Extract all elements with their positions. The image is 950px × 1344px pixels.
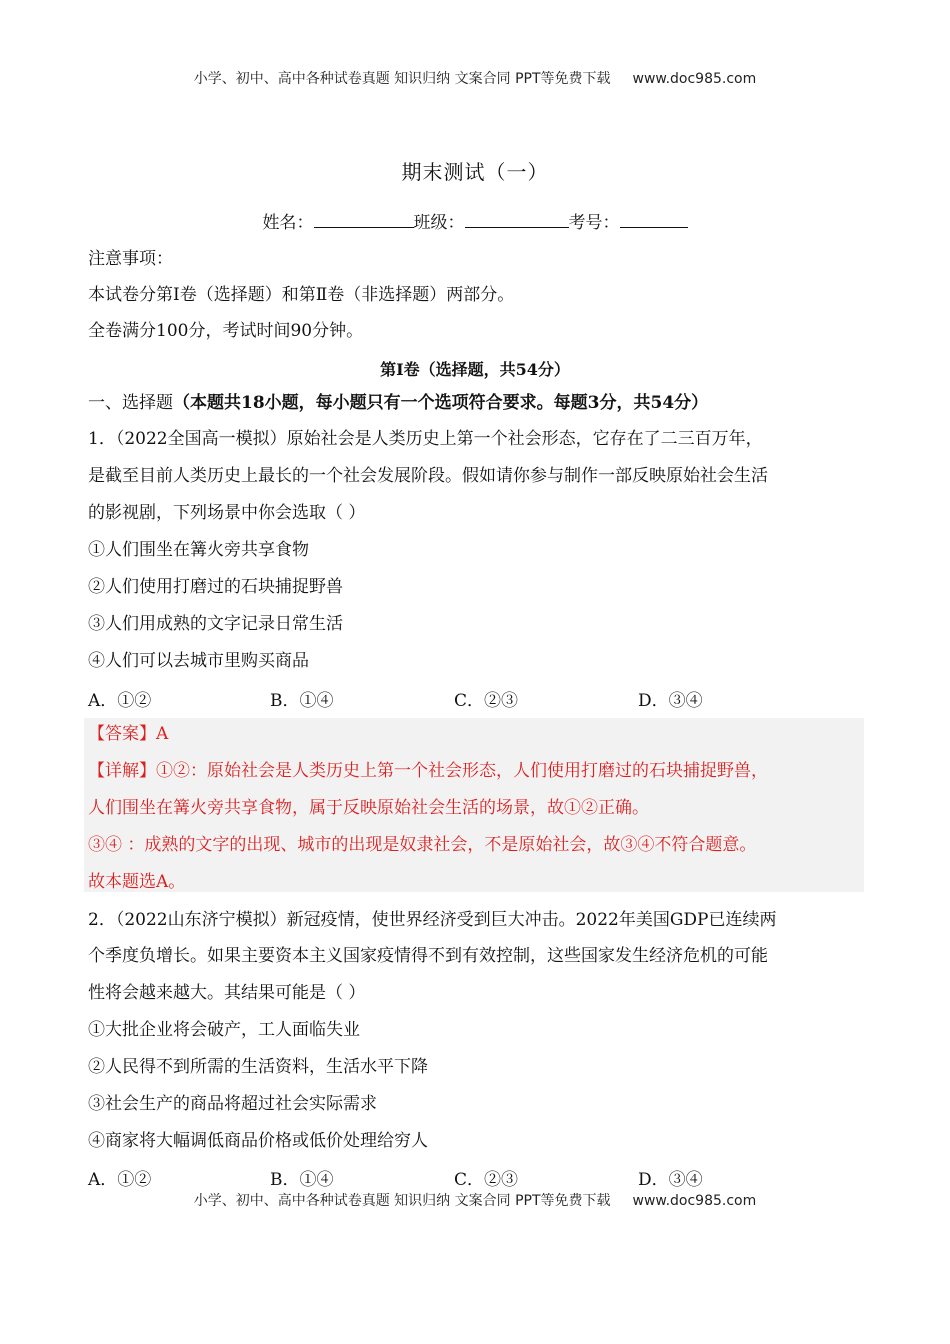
question-2-options	[88, 1165, 808, 1190]
section-title: 第Ⅰ卷（选择题，共54分）	[380, 360, 570, 379]
detail-line-3: ③④ ：成熟的文字的出现、城市的出现是奴隶社会，不是原始社会，故③④不符合题意。	[88, 835, 757, 855]
option-d[interactable]: D．③④	[638, 1170, 703, 1190]
identity-line	[0, 208, 950, 233]
option-b[interactable]: B．①④	[270, 691, 334, 711]
option-a[interactable]: A．①②	[88, 691, 152, 711]
detail-line-4: 故本题选A。	[88, 872, 186, 892]
question-2-item-1: ①大批企业将会破产，工人面临失业	[88, 1020, 360, 1040]
footer-banner-url[interactable]: www.doc985.com	[632, 1193, 757, 1209]
detail-line-1: 【详解】①②：原始社会是人类历史上第一个社会形态，人们使用打磨过的石块捕捉野兽，	[88, 761, 768, 781]
footer-banner-text: 小学、初中、高中各种试卷真题 知识归纳 文案合同 PPT等免费下载	[193, 1193, 611, 1209]
option-c[interactable]: C．②③	[454, 1170, 519, 1190]
question-1-item-1: ①人们围坐在篝火旁共享食物	[88, 540, 309, 560]
notice-line-1: 本试卷分第Ⅰ卷（选择题）和第Ⅱ卷（非选择题）两部分。	[88, 285, 515, 305]
question-2-item-3: ③社会生产的商品将超过社会实际需求	[88, 1094, 377, 1114]
answer-line: 【答案】A	[88, 724, 169, 744]
header-banner-text: 小学、初中、高中各种试卷真题 知识归纳 文案合同 PPT等免费下载	[193, 71, 611, 87]
footer-banner	[0, 1190, 950, 1210]
part-label: 一、选择题	[88, 393, 173, 413]
header-banner-url[interactable]: www.doc985.com	[632, 71, 757, 87]
question-1-item-2: ②人们使用打磨过的石块捕捉野兽	[88, 577, 343, 597]
number-label: 考号：	[568, 213, 620, 233]
question-1-item-4: ④人们可以去城市里购买商品	[88, 651, 309, 671]
page-title: 期末测试（一）	[401, 160, 549, 184]
question-2-line-3: 性将会越来越大。其结果可能是（ ）	[88, 983, 366, 1003]
question-1-line-1: 1．（2022全国高一模拟）原始社会是人类历史上第一个社会形态，它存在了二三百万年，	[88, 429, 763, 449]
question-2-item-2: ②人民得不到所需的生活资料，生活水平下降	[88, 1057, 428, 1077]
part-heading	[88, 392, 708, 414]
notice-heading: 注意事项：	[88, 249, 173, 269]
option-c[interactable]: C．②③	[454, 691, 519, 711]
name-blank[interactable]	[314, 211, 414, 228]
option-b[interactable]: B．①④	[270, 1170, 334, 1190]
class-blank[interactable]	[465, 211, 569, 228]
question-1-options	[88, 686, 808, 711]
option-d[interactable]: D．③④	[638, 691, 703, 711]
detail-line-2: 人们围坐在篝火旁共享食物，属于反映原始社会生活的场景，故①②正确。	[88, 798, 649, 818]
question-1-item-3: ③人们用成熟的文字记录日常生活	[88, 614, 343, 634]
name-label: 姓名：	[262, 213, 314, 233]
number-blank[interactable]	[620, 211, 688, 228]
header-banner	[0, 68, 950, 88]
question-2-item-4: ④商家将大幅调低商品价格或低价处理给穷人	[88, 1131, 428, 1151]
question-1-line-3: 的影视剧，下列场景中你会选取（ ）	[88, 503, 366, 523]
part-note: （本题共18小题，每小题只有一个选项符合要求。每题3分，共54分）	[173, 393, 709, 413]
class-label: 班级：	[413, 213, 465, 233]
question-2-line-2: 个季度负增长。如果主要资本主义国家疫情得不到有效控制，这些国家发生经济危机的可能	[88, 946, 768, 966]
question-2-line-1: 2．（2022山东济宁模拟）新冠疫情，使世界经济受到巨大冲击。2022年美国GDP已连续两	[88, 910, 777, 930]
option-a[interactable]: A．①②	[88, 1170, 152, 1190]
notice-line-2: 全卷满分100分，考试时间90分钟。	[88, 321, 364, 341]
question-1-line-2: 是截至目前人类历史上最长的一个社会发展阶段。假如请你参与制作一部反映原始社会生活	[88, 466, 768, 486]
